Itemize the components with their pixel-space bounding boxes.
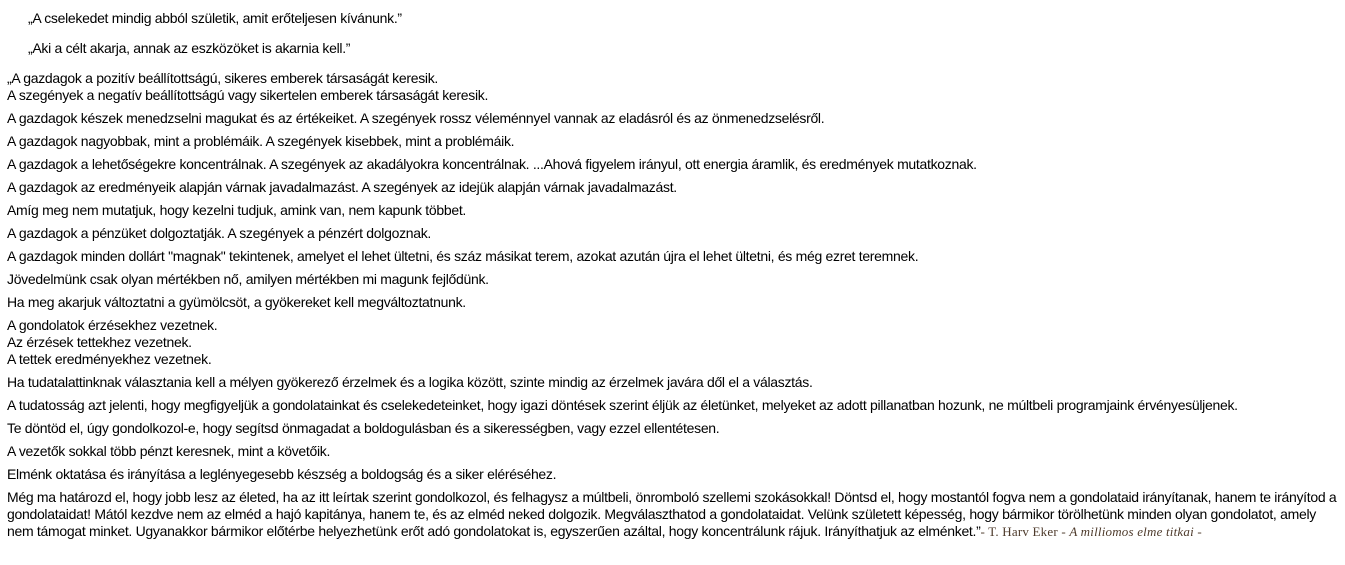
quote-paragraph	[28, 10, 1337, 27]
text-line: A tudatosság azt jelenti, hogy megfigyeljük a gondolatainkat és cselekedeteinket, hogy igazi döntések szerint éljük az életünket, melyeket az adott pillanatban hozunk, ne múltbeli programjaink érvényesüljenek.	[7, 397, 1238, 413]
paragraph	[7, 133, 1337, 150]
citation	[980, 524, 1201, 539]
paragraph	[7, 466, 1337, 483]
text-line: Ha tudatalattinknak választania kell a mélyen gyökerező érzelmek és a logika között, szinte mindig az érzelmek javára dől el a választás.	[7, 374, 813, 390]
paragraph	[7, 374, 1337, 391]
text-line: A gazdagok a pénzüket dolgoztatják. A szegények a pénzért dolgoznak.	[7, 225, 432, 241]
paragraph	[7, 294, 1337, 311]
text-line: A gazdagok az eredményeik alapján várnak javadalmazást. A szegények az idejük alapján várnak javadalmazást.	[7, 179, 677, 195]
text-line: Elménk oktatása és irányítása a leglényegesebb készség a boldogság és a siker eléréséhez.	[7, 466, 557, 482]
paragraph	[7, 443, 1337, 460]
quote-paragraph	[28, 40, 1337, 57]
text-line: Jövedelmünk csak olyan mértékben nő, amilyen mértékben mi magunk fejlődünk.	[7, 271, 489, 287]
text-line: A vezetők sokkal több pénzt keresnek, mint a követőik.	[7, 443, 331, 459]
paragraph	[7, 70, 1337, 104]
text-line: „A gazdagok a pozitív beállítottságú, sikeres emberek társaságát keresik.	[7, 70, 439, 86]
paragraph	[7, 156, 1337, 173]
text-line: „A cselekedet mindig abból születik, amit erőteljesen kívánunk.”	[28, 10, 402, 26]
paragraph	[7, 225, 1337, 242]
paragraph	[7, 248, 1337, 265]
text-line: A gazdagok nagyobbak, mint a problémáik. A szegények kisebbek, mint a problémáik.	[7, 133, 515, 149]
paragraph	[7, 110, 1337, 127]
citation-trail: -	[1193, 524, 1202, 539]
citation-author: - T. Harv Eker -	[980, 524, 1070, 539]
paragraph	[7, 420, 1337, 437]
text-line: Amíg meg nem mutatjuk, hogy kezelni tudjuk, amink van, nem kapunk többet.	[7, 202, 467, 218]
text-line: Te döntöd el, úgy gondolkozol-e, hogy segítsd önmagadat a boldogulásban és a sikerességben, vagy ezzel ellentétesen.	[7, 420, 720, 436]
citation-title: A milliomos elme titkai	[1069, 524, 1194, 539]
text-line: A gazdagok minden dollárt "magnak" tekintenek, amelyet el lehet ültetni, és száz másikat terem, azokat azután újra el lehet ültetni, és még ezret teremnek.	[7, 248, 919, 264]
text-line: Ha meg akarjuk változtatni a gyümölcsöt, a gyökereket kell megváltoztatnunk.	[7, 294, 466, 310]
paragraph	[7, 179, 1337, 196]
text-line: Az érzések tettekhez vezetnek.	[7, 334, 192, 350]
paragraph	[7, 202, 1337, 219]
text-line: A gazdagok készek menedzselni magukat és az értékeiket. A szegények rossz véleménnyel vannak az eladásról és az önmenedzselésről.	[7, 110, 825, 126]
text-line: A tettek eredményekhez vezetnek.	[7, 351, 212, 367]
paragraph	[7, 271, 1337, 288]
paragraph	[7, 489, 1337, 540]
text-line: A szegények a negatív beállítottságú vagy sikertelen emberek társaságát keresik.	[7, 87, 489, 103]
text-line: A gondolatok érzésekhez vezetnek.	[7, 317, 218, 333]
paragraph	[7, 317, 1337, 368]
paragraph	[7, 397, 1337, 414]
text-line: A gazdagok a lehetőségekre koncentrálnak. A szegények az akadályokra koncentrálnak. ...Ahová figyelem irányul, ott energia áramlik, és eredmények mutatkoznak.	[7, 156, 977, 172]
text-flow: Még ma határozd el, hogy jobb lesz az életed, ha az itt leírtak szerint gondolkozol, és felhagysz a múltbeli, önromboló szellemi szokásokkal! Döntsd el, hogy mostantól fogva nem a gondolataid irányítanak, hanem te irányítod a gondolataidat! Mától kezdve nem az elméd a hajó kapitánya, hanem te, és az elméd neked dolgozik. Megválaszthatod a gondolataidat. Velünk született képesség, hogy bármikor törölhetünk minden olyan gondolatot, amely nem támogat minket. Ugyanakkor bármikor előtérbe helyezhetünk erőt adó gondolatokat is, egyszerűen azáltal, hogy koncentrálunk rájuk. Irányíthatjuk az elménket.”	[7, 489, 1337, 539]
text-line: „Aki a célt akarja, annak az eszközöket is akarnia kell.”	[28, 40, 351, 56]
